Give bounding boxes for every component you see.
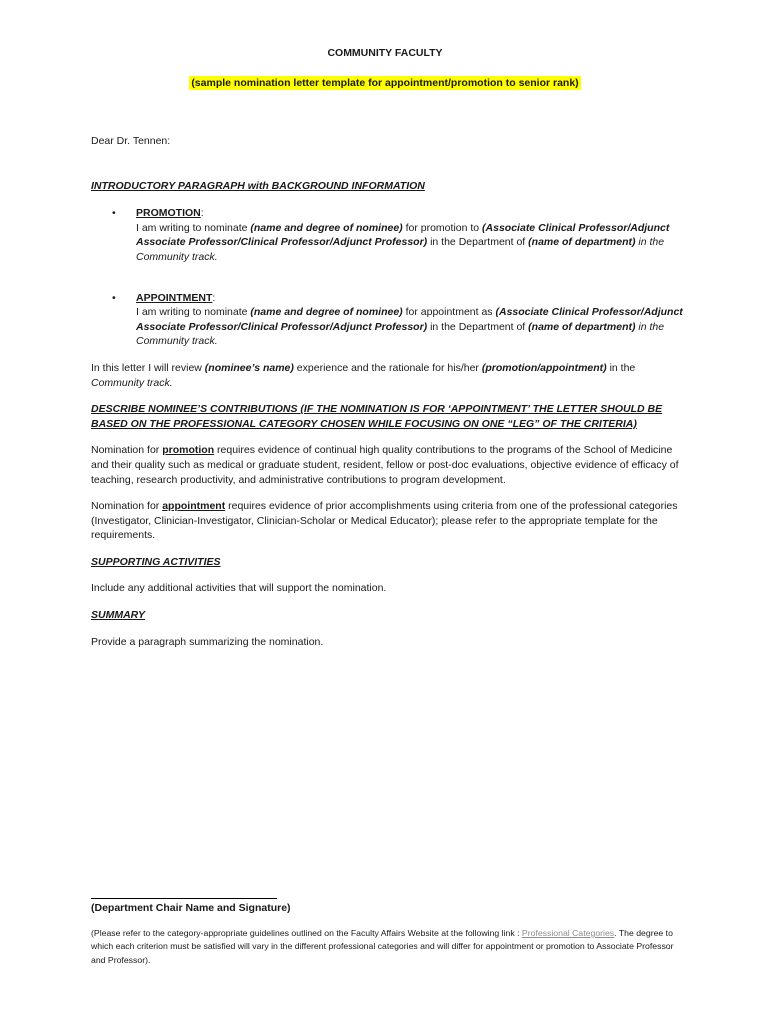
- highlighted-subtitle: (sample nomination letter template for appointment/promotion to senior rank): [191, 77, 579, 89]
- bullet-dot: •: [112, 291, 116, 304]
- letter-body: [91, 134, 683, 649]
- summary-text: Provide a paragraph summarizing the nomination.: [91, 635, 324, 648]
- document-title: COMMUNITY FACULTY: [327, 47, 443, 59]
- intro-heading: INTRODUCTORY PARAGRAPH with BACKGROUND INFORMATION: [91, 179, 425, 192]
- bullet-label: PROMOTION: [136, 207, 201, 220]
- bullet-text: I am writing to nominate (name and degree of nominee) for appointment as (Associate Clinical Professor/Adjunct Associate Professor/Clinical Professor/Adjunct Professor) in the Department of (name of department) in the Community track.: [136, 306, 683, 348]
- supporting-text: Include any additional activities that will support the nomination.: [91, 582, 387, 595]
- footnote: (Please refer to the category-appropriate guidelines outlined on the Faculty Affairs Website at the following link : Professional Categories. The degree to which each criterion must be satisfied will vary in the different professional categories and will differ for appointment or promotion to Associate Professor and Professor).: [91, 928, 674, 965]
- describe-heading: DESCRIBE NOMINEE’S CONTRIBUTIONS (IF THE NOMINATION IS FOR ‘APPOINTMENT’ THE LETTER SHOULD BE BASED ON THE PROFESSIONAL CATEGORY CHOSEN WHILE FOCUSING ON ONE “LEG” OF THE CRITERIA): [91, 403, 663, 430]
- review-paragraph: In this letter I will review (nominee’s name) experience and the rationale for his/her (promotion/appointment) in the Community track.: [91, 361, 636, 389]
- bullet-promotion: • PROMOTION: I am writing to nominate (name and degree of nominee) for promotion to (Associate Clinical Professor/Adjunct Associate Professor/Clinical Professor/Adjunct Professor) in the Department of (name of department) in the Community track.: [91, 206, 683, 264]
- bullet-label: APPOINTMENT: [136, 291, 213, 304]
- signature-label: (Department Chair Name and Signature): [91, 902, 291, 914]
- bullet-appointment: • APPOINTMENT: I am writing to nominate (name and degree of nominee) for appointment as (Associate Clinical Professor/Adjunct Associate Professor/Clinical Professor/Adjunct Professor) in the Department of (name of department) in the Community track.: [112, 291, 683, 348]
- document-subtitle: [0, 77, 770, 89]
- professional-categories-link[interactable]: Professional Categories: [521, 928, 615, 938]
- bullet-dot: •: [112, 207, 116, 220]
- signature-line: [91, 898, 277, 899]
- appointment-paragraph: Nomination for appointment requires evidence of prior accomplishments using criteria from one of the professional categories (Investigator, Clinician-Investigator, Clinician-Scholar or Medical Educator); please refer to the appropriate template for the requirements.: [91, 500, 678, 542]
- supporting-heading: SUPPORTING ACTIVITIES: [91, 555, 221, 568]
- promotion-paragraph: Nomination for promotion requires evidence of continual high quality contributions to the programs of the School of Medicine and their quality such as medical or graduate student, resident, fellow or post-doc evaluations, objective evidence of efficacy of teaching, research productivity, and administrative contributions to program development.: [91, 444, 679, 486]
- salutation: Dear Dr. Tennen:: [91, 135, 171, 147]
- summary-heading: SUMMARY: [91, 609, 146, 622]
- bullet-text: I am writing to nominate (name and degree of nominee) for promotion to (Associate Clinical Professor/Adjunct Associate Professor/Clinical Professor/Adjunct Professor) in the Department of (name of department) in the Community track.: [136, 221, 670, 263]
